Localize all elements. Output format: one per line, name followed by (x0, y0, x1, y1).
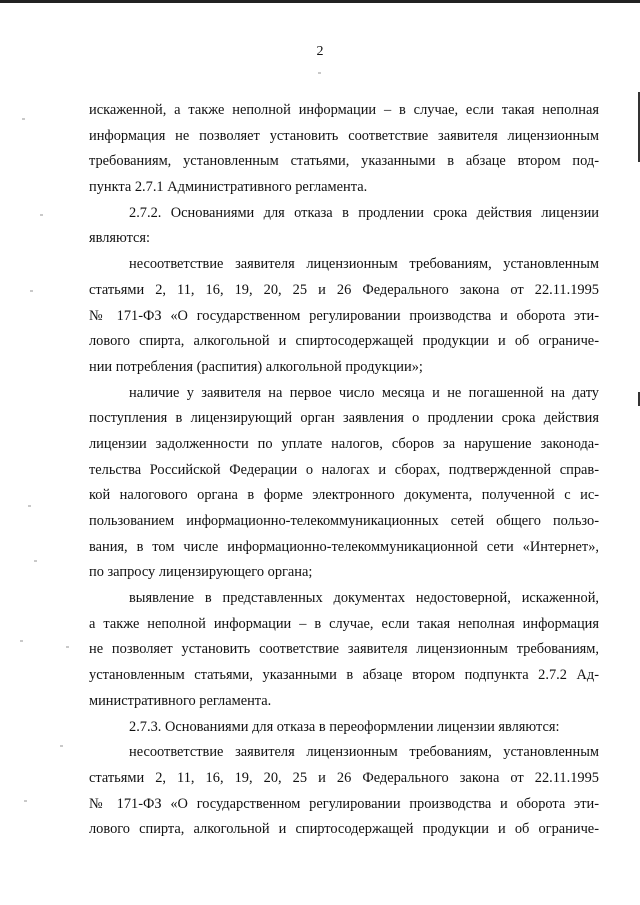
text-line: а также неполной информации – в случае, если такая неполная информация (89, 615, 599, 632)
text-line: вания, в том числе информационно-телекоммуникационной сети «Интернет», (89, 538, 599, 555)
text-line: статьями 2, 11, 16, 19, 20, 25 и 26 Федерального закона от 22.11.1995 (89, 281, 599, 298)
text-line: тельства Российской Федерации о налогах и сборах, подтвержденной справ- (89, 461, 599, 478)
text-line: пункта 2.7.1 Административного регламента. (89, 179, 368, 196)
text-line: не позволяет установить соответствие заявителя лицензионным требованиям, (89, 641, 599, 658)
text-line: являются: (89, 230, 151, 247)
text-line: пользованием информационно-телекоммуникационных сетей общего пользо- (89, 513, 599, 529)
text-line: нии потребления (распития) алкогольной продукции»; (89, 358, 423, 375)
text-line: 2.7.2. Основаниями для отказа в продлении срока действия лицензии (129, 204, 599, 221)
text-line: 2.7.3. Основаниями для отказа в переоформлении лицензии являются: (129, 718, 560, 735)
text-line: требованиям, установленным статьями, указанными в абзаце втором под- (89, 153, 599, 170)
text-line: поступления в лицензирующий орган заявления о продлении срока действия (89, 410, 599, 427)
page-number: 2 (316, 44, 324, 59)
text-line: статьями 2, 11, 16, 19, 20, 25 и 26 Федерального закона от 22.11.1995 (89, 769, 599, 786)
text-line: кой налогового органа в форме электронного документа, полученной с ис- (89, 487, 599, 504)
text-line: по запросу лицензирующего органа; (89, 564, 313, 581)
text-line: лового спирта, алкогольной и спиртосодержащей продукции и об ограниче- (89, 333, 599, 350)
scan-top-border (0, 0, 640, 3)
text-line: искаженной, а также неполной информации – в случае, если такая неполная (89, 102, 599, 118)
text-line: установленным статьями, указанными в абзаце втором подпункта 2.7.2 Ад- (89, 667, 599, 684)
text-line: министративного регламента. (89, 692, 272, 709)
text-line: выявление в представленных документах недостоверной, искаженной, (129, 590, 599, 607)
text-line: № 171-ФЗ «О государственном регулировании производства и оборота эти- (89, 795, 599, 812)
text-line: наличие у заявителя на первое число месяца и не погашенной на дату (129, 384, 599, 401)
text-line: № 171-ФЗ «О государственном регулировании производства и оборота эти- (89, 307, 599, 324)
text-line: информация не позволяет установить соответствие заявителя лицензионным (89, 127, 599, 144)
body-text (89, 98, 599, 843)
text-line: несоответствие заявителя лицензионным требованиям, установленным (129, 256, 599, 273)
text-line: лового спирта, алкогольной и спиртосодержащей продукции и об ограниче- (89, 821, 599, 838)
text-line: лицензии задолженности по уплате налогов, сборов за нарушение законода- (89, 435, 599, 452)
text-line: несоответствие заявителя лицензионным требованиям, установленным (129, 744, 599, 761)
